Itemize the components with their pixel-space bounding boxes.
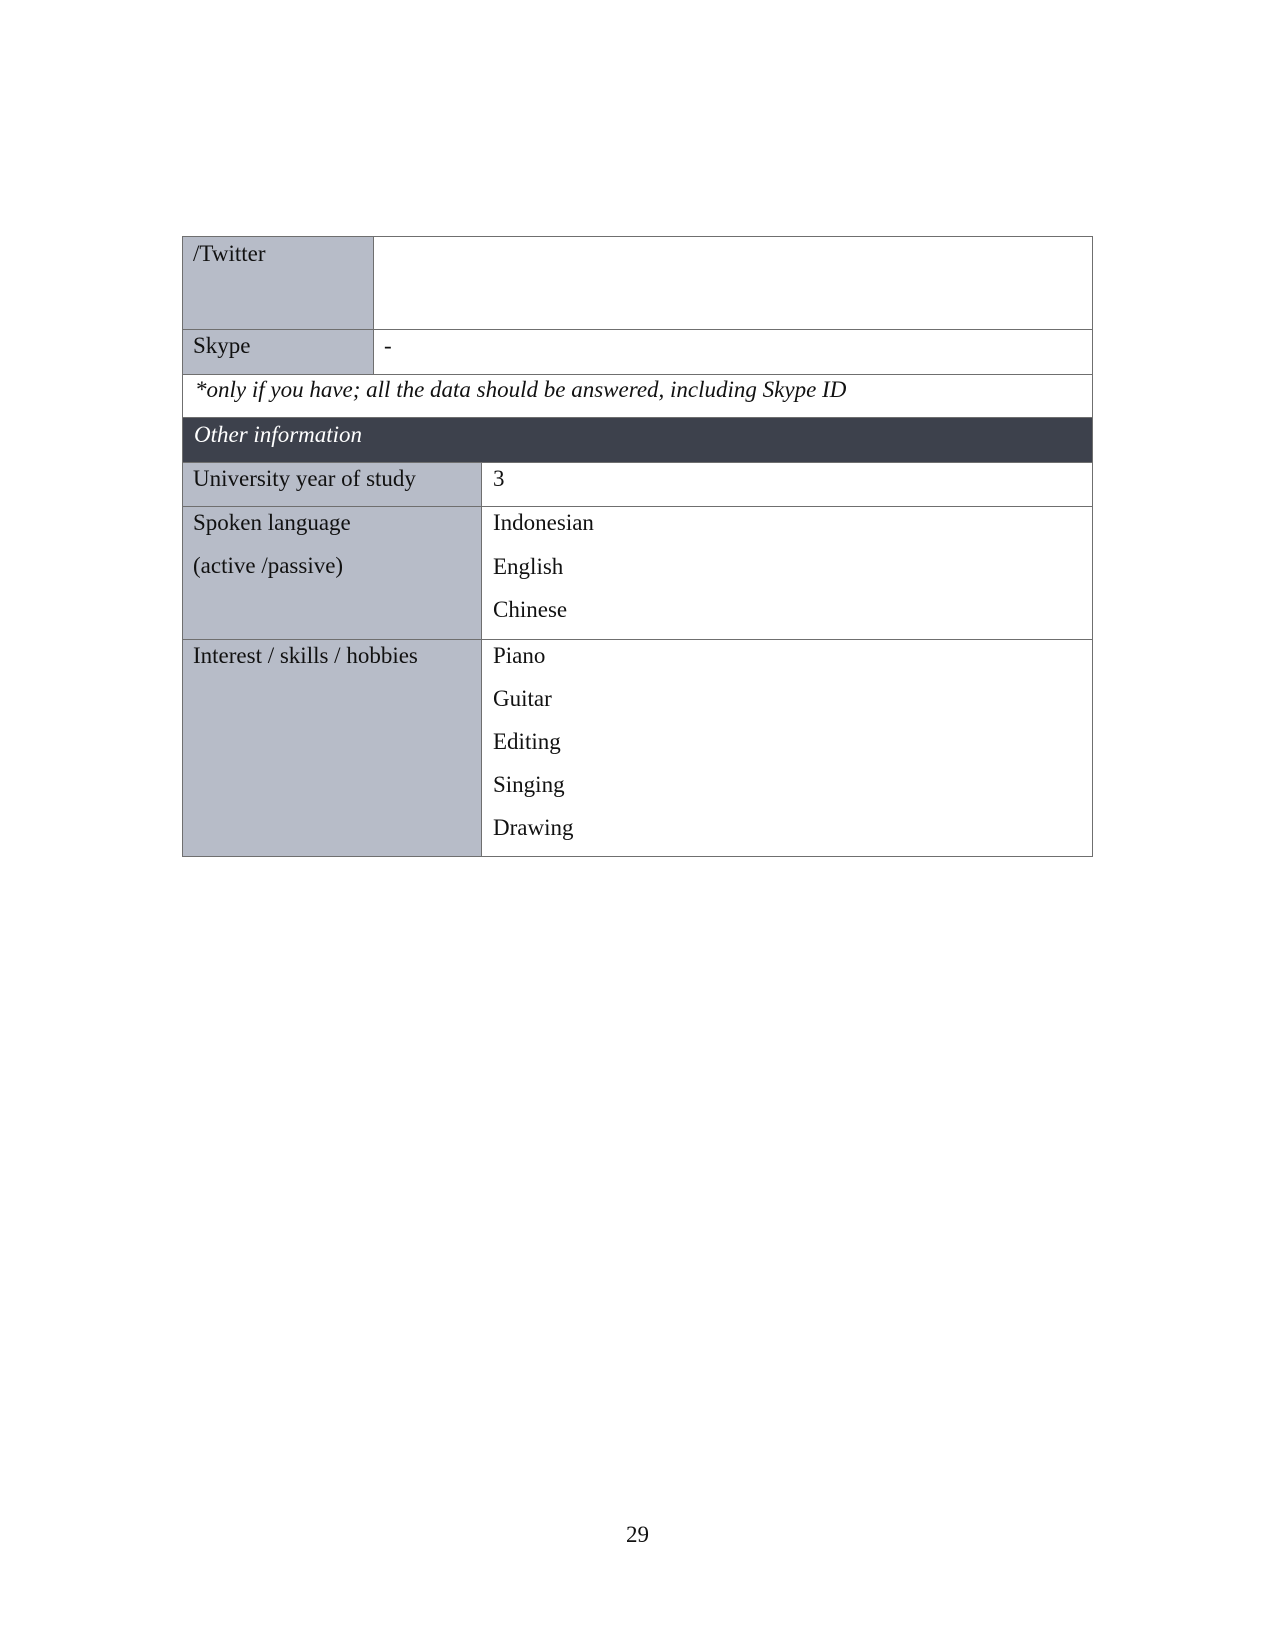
table-divider [182,462,1093,463]
table-column-divider [373,236,374,374]
twitter-value-cell [373,236,1093,329]
table-divider [182,374,1093,375]
interests-label-cell [182,639,481,856]
year-value: 3 [493,466,505,491]
language-label-line-2: (active /passive) [193,553,344,578]
interest-item: Drawing [493,815,574,840]
language-item: English [493,554,564,579]
year-label: University year of study [193,466,416,491]
table-divider [182,417,1093,418]
table-divider [182,639,1093,640]
language-item: Indonesian [493,510,594,535]
skype-value: - [384,333,392,358]
table-border-left [182,236,183,857]
interest-item: Singing [493,772,565,797]
table-border-bottom [182,856,1093,857]
language-label-line-1: Spoken language [193,510,351,535]
interest-item: Guitar [493,686,552,711]
table-divider [182,506,1093,507]
interest-item: Piano [493,643,546,668]
table-border-top [182,236,1093,237]
skype-value-cell [373,329,1093,374]
skype-label: Skype [193,333,251,358]
table-column-divider [481,462,482,857]
twitter-label: /Twitter [193,241,266,266]
table-divider [182,329,1093,330]
interests-label: Interest / skills / hobbies [193,643,418,668]
language-item: Chinese [493,597,568,622]
section-title: Other information [194,422,363,447]
form-note: *only if you have; all the data should be answered, including Skype ID [195,377,847,402]
interest-item: Editing [493,729,561,754]
page-number: 29 [626,1522,649,1547]
year-value-cell [481,462,1093,506]
table-border-right [1092,236,1093,857]
